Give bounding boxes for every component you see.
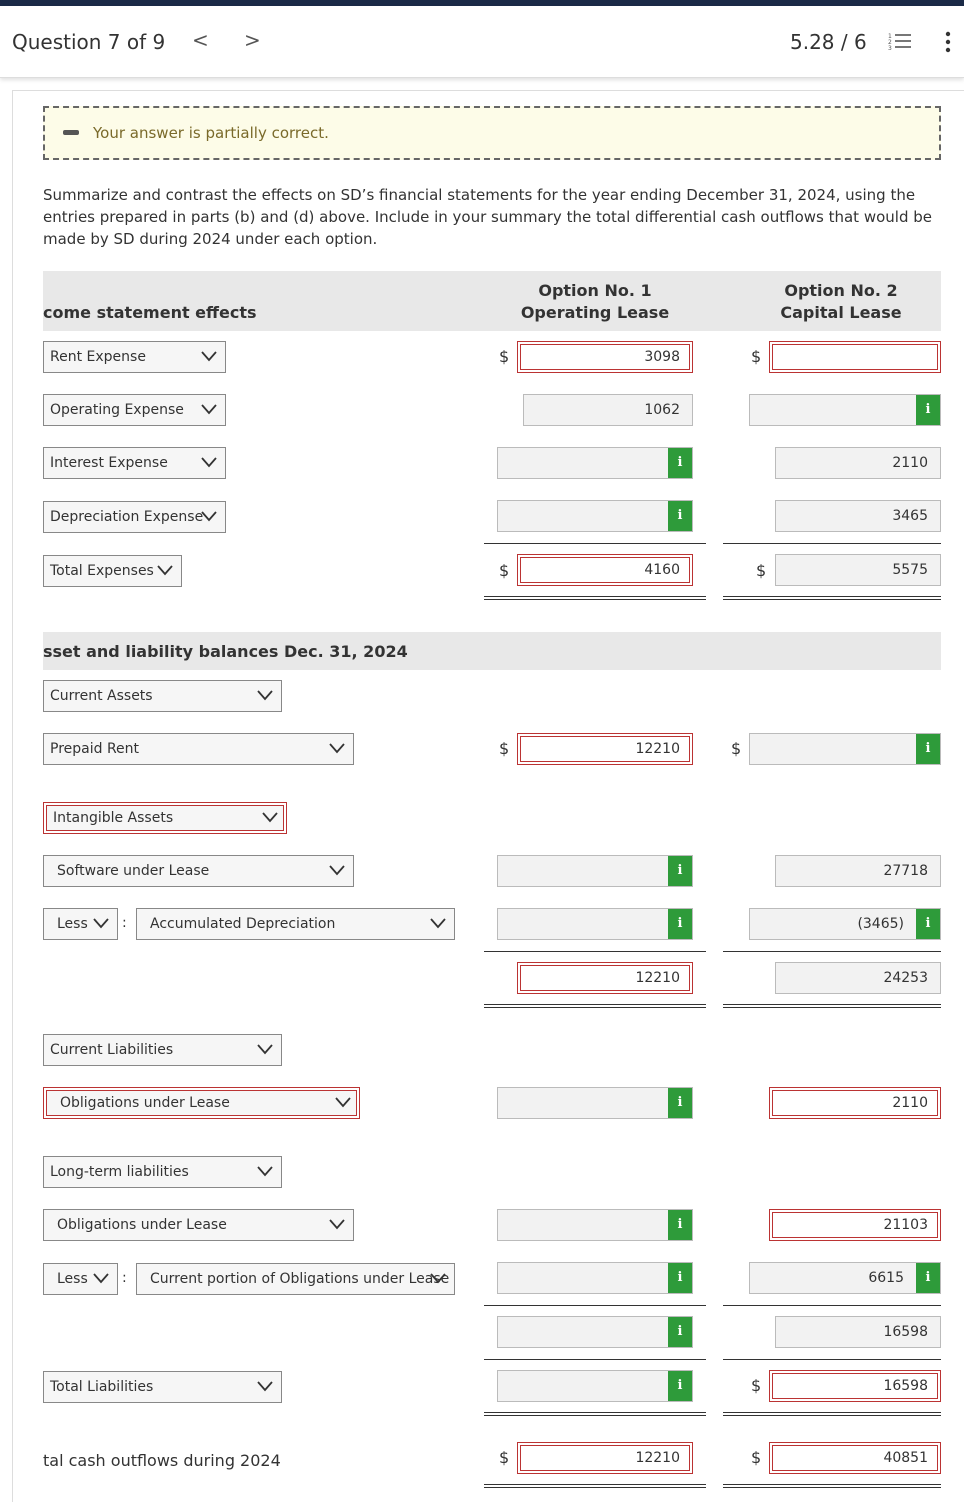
less-select[interactable] [43,908,118,940]
subtotal-rule [484,1359,706,1360]
total-expenses-option2-input[interactable]: 5575 [775,554,941,586]
colon-separator: : [122,915,127,931]
option1-subtitle: Operating Lease [520,303,670,322]
subtotal-rule [723,543,941,544]
depreciation-option1-input[interactable] [497,500,693,532]
colon-separator: : [122,1270,127,1286]
option2-header [741,280,941,324]
obligations-current-option1-input[interactable] [497,1087,693,1119]
cash-outflows-option2-input[interactable]: 40851 [769,1442,941,1474]
question-counter: Question 7 of 9 [12,30,166,54]
select-value: Long-term liabilities [50,1164,189,1180]
dollar-sign: $ [499,347,510,366]
select-value: Less [57,916,88,932]
software-option1-input[interactable] [497,855,693,887]
obligations-current-select[interactable] [43,1087,360,1119]
question-instructions: Summarize and contrast the effects on SD’s financial statements for the year ending December 31, 2024, using the entries prepared in parts (b) and (d) above. Include in your summary the total differential cash outflows that would be made by SD during 2024 under each option. [43,186,932,248]
chevron-down-icon [335,1096,351,1108]
operating-option2-input[interactable] [749,394,941,426]
svg-text:1: 1 [888,33,892,40]
total-double-rule [723,1004,941,1008]
accumulated-depreciation-select[interactable] [136,908,455,940]
depreciation-option2-input[interactable]: 3465 [775,500,941,532]
chevron-down-icon [257,1165,273,1177]
select-value: Current Assets [50,688,153,704]
net-intangible-option2-input[interactable]: 24253 [775,962,941,994]
info-icon[interactable]: i [668,1371,692,1401]
balances-section-title: sset and liability balances Dec. 31, 2024 [43,642,408,661]
dollar-sign: $ [756,561,767,580]
info-icon[interactable]: i [916,395,940,425]
svg-text:3: 3 [888,45,892,52]
total-double-rule [484,1004,706,1008]
input-value: 6615 [868,1270,904,1286]
info-icon[interactable]: i [668,1263,692,1293]
total-liabilities-option2-input[interactable]: 16598 [769,1370,941,1402]
net-intangible-option1-input[interactable]: 12210 [517,962,693,994]
chevron-down-icon [329,1218,345,1230]
subtotal-rule [484,951,706,952]
select-value: Prepaid Rent [50,741,140,757]
question-header [0,6,964,78]
income-header-band [43,271,941,331]
interest-option1-input[interactable] [497,447,693,479]
income-row5-select[interactable] [43,555,182,587]
subtotal-rule [723,1305,941,1306]
chevron-down-icon [201,350,217,362]
income-row4-select[interactable] [43,501,226,533]
info-icon[interactable]: i [668,501,692,531]
dollar-sign: $ [499,561,510,580]
question-list-icon[interactable] [888,32,912,52]
obligations-lt-option1-input[interactable] [497,1209,693,1241]
chevron-down-icon [201,456,217,468]
current-assets-select[interactable] [43,680,282,712]
balances-header-band [43,632,941,670]
select-value: Operating Expense [50,402,184,418]
rent-option2-input[interactable] [769,341,941,373]
info-icon[interactable]: i [916,734,940,764]
dollar-sign: $ [751,1448,762,1467]
net-longterm-option2-input[interactable]: 16598 [775,1316,941,1348]
score-display: 5.28 / 6 [790,30,867,54]
info-icon[interactable]: i [668,909,692,939]
chevron-down-icon [257,1043,273,1055]
interest-option2-input[interactable]: 2110 [775,447,941,479]
cash-outflows-option1-input[interactable]: 12210 [517,1442,693,1474]
accum-option1-input[interactable] [497,908,693,940]
select-value: Obligations under Lease [57,1217,227,1233]
total-double-rule [723,596,941,600]
dollar-sign: $ [731,739,742,758]
software-option2-input[interactable]: 27718 [775,855,941,887]
total-double-rule [484,596,706,600]
chevron-down-icon [157,564,173,576]
option2-title: Option No. 2 [784,281,898,300]
subtotal-rule [723,951,941,952]
info-icon[interactable]: i [668,1317,692,1347]
more-options-icon[interactable] [944,30,952,54]
chevron-down-icon [93,917,109,929]
current-portion-select[interactable] [136,1263,455,1295]
intangible-assets-select[interactable] [43,802,287,834]
prepaid-option2-input[interactable] [749,733,941,765]
info-icon[interactable]: i [916,1263,940,1293]
total-expenses-option1-input[interactable]: 4160 [517,554,693,586]
partial-icon [63,130,79,135]
chevron-down-icon [262,811,278,823]
chevron-down-icon [201,403,217,415]
longterm-liabilities-select[interactable] [43,1156,282,1188]
info-icon[interactable]: i [668,856,692,886]
select-value: Interest Expense [50,455,168,471]
dollar-sign: $ [751,347,762,366]
dollar-sign: $ [499,739,510,758]
net-longterm-option1-input[interactable] [497,1316,693,1348]
select-value: Current portion of Obligations under Lease [150,1271,450,1287]
obligations-lt-option2-input[interactable]: 21103 [769,1209,941,1241]
input-value: (3465) [857,916,904,932]
select-value: Total Expenses [50,563,154,579]
select-value: Depreciation Expense [50,509,204,525]
svg-text:2: 2 [888,39,892,46]
total-double-rule [484,1412,706,1416]
option1-title: Option No. 1 [538,281,652,300]
current-liabilities-select[interactable] [43,1034,282,1066]
chevron-down-icon [329,742,345,754]
chevron-down-icon [257,1380,273,1392]
total-liabilities-select[interactable] [43,1371,282,1403]
select-value: Obligations under Lease [60,1095,230,1111]
info-icon[interactable]: i [668,1088,692,1118]
select-value: Accumulated Depreciation [150,916,336,932]
chevron-down-icon [257,689,273,701]
info-icon[interactable]: i [668,1210,692,1240]
total-double-rule [723,1412,941,1416]
operating-option1-input[interactable]: 1062 [523,394,693,426]
chevron-down-icon [93,1272,109,1284]
chevron-down-icon [430,1272,446,1284]
less-select-2[interactable] [43,1263,118,1295]
subtotal-rule [484,543,706,544]
chevron-down-icon [201,510,217,522]
total-double-rule [484,1484,706,1488]
next-question-button[interactable]: > [244,28,261,52]
info-icon[interactable]: i [916,909,940,939]
total-double-rule [723,1484,941,1488]
option1-header [495,280,695,324]
select-value: Current Liabilities [50,1042,174,1058]
dollar-sign: $ [499,1448,510,1467]
chevron-down-icon [430,917,446,929]
select-value: Less [57,1271,88,1287]
income-row3-select[interactable] [43,447,226,479]
software-lease-select[interactable] [43,855,354,887]
prepaid-option1-input[interactable]: 12210 [517,733,693,765]
income-row2-select[interactable] [43,394,226,426]
select-value: Rent Expense [50,349,146,365]
previous-question-button[interactable]: < [192,28,209,52]
obligations-longterm-select[interactable] [43,1209,354,1241]
subtotal-rule [484,1305,706,1306]
select-value: Intangible Assets [53,810,174,826]
partial-correct-notice [43,106,941,160]
accum-option2-input[interactable] [749,908,941,940]
cash-outflows-label: tal cash outflows during 2024 [43,1451,281,1470]
total-liabilities-option1-input[interactable] [497,1370,693,1402]
income-section-title: come statement effects [43,303,257,322]
info-icon[interactable]: i [668,448,692,478]
dollar-sign: $ [751,1376,762,1395]
subtotal-rule [723,1359,941,1360]
obligations-current-option2-input[interactable]: 2110 [769,1087,941,1119]
prepaid-rent-select[interactable] [43,733,354,765]
income-row1-select[interactable] [43,341,226,373]
current-portion-option1-input[interactable] [497,1262,693,1294]
current-portion-option2-input[interactable] [749,1262,941,1294]
chevron-down-icon [329,864,345,876]
rent-option1-input[interactable]: 3098 [517,341,693,373]
notice-text: Your answer is partially correct. [93,124,329,142]
select-value: Total Liabilities [50,1379,154,1395]
select-value: Software under Lease [57,863,210,879]
option2-subtitle: Capital Lease [780,303,902,322]
